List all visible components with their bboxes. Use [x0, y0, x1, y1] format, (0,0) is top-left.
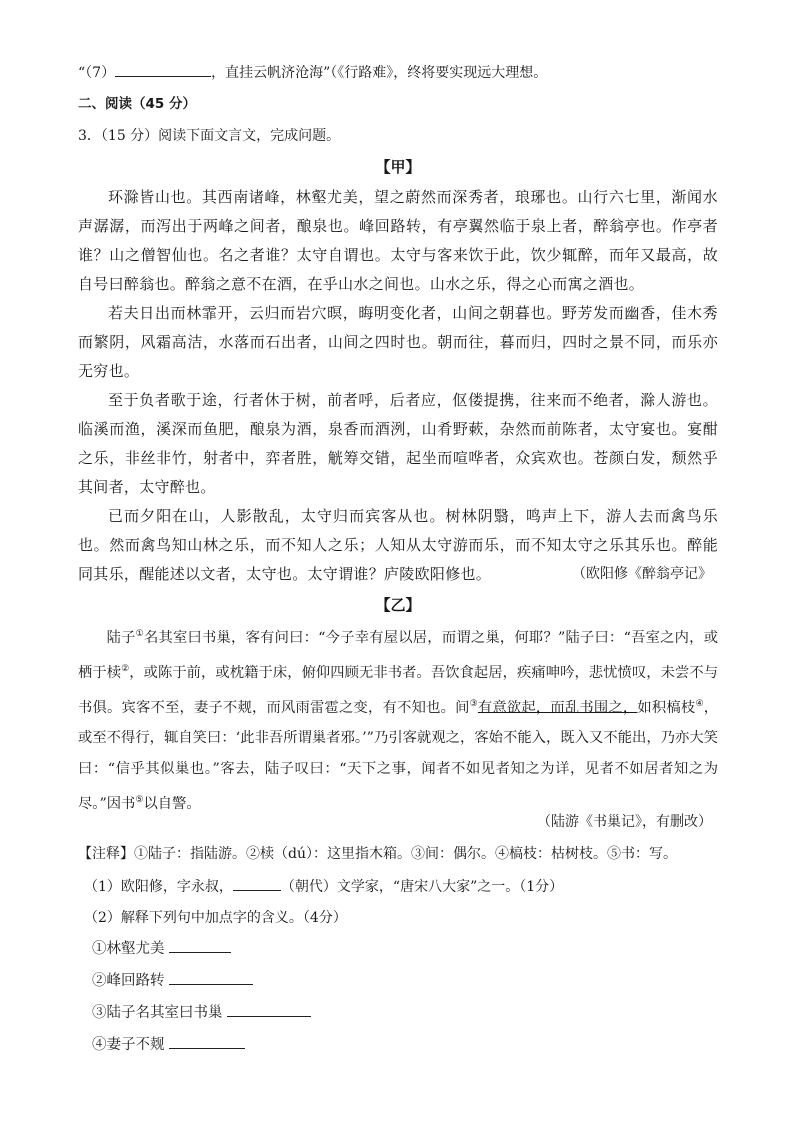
option-3: ③陆子名其室曰书巢: [92, 1002, 311, 1034]
question-2: （2）解释下列句中加点字的含义。（4分）: [84, 910, 347, 926]
passage-a-paragraph-2: 若夫日出而林霏开，云归而岩穴暝，晦明变化者，山间之朝暮也。野芳发而幽香，佳木秀而繁阴，风霜高洁，水落而石出者，山间之四时也。朝而往，暮而归，四时之景不同，而乐亦无穷也。: [78, 304, 718, 380]
section-title: 二、阅读（45 分）: [78, 96, 196, 112]
answer-blank[interactable]: [169, 938, 231, 953]
passage-a-paragraph-3: 至于负者歌于途，行者休于树，前者呼，后者应，伛偻提携，往来而不绝者，滁人游也。临溪而渔，溪深而鱼肥，酿泉为酒，泉香而酒洌，山肴野蔌，杂然而前陈者，太守宴也。宴酣之乐，非丝非竹，射者中，弈者胜，觥筹交错，起坐而喧哗者，众宾欢也。苍颜白发，颓然乎其间者，太守醉也。: [78, 391, 718, 496]
notes: 【注释】①陆子：指陆游。②椟（dú）：这里指木箱。③间：偶尔。④槁枝：枯树枝。⑤书：写。: [78, 846, 677, 862]
answer-blank[interactable]: [169, 970, 253, 985]
note-ref-1: ①: [135, 629, 144, 639]
poem-fill-prefix: “（7）: [78, 65, 116, 81]
poem-fill-line: [78, 62, 547, 83]
note-ref-2: ②: [121, 663, 130, 674]
passage-a: [78, 183, 718, 589]
note-ref-3: ③: [469, 698, 478, 709]
answer-options: [78, 938, 311, 1066]
note-ref-4: ④: [695, 698, 704, 709]
answer-blank[interactable]: [169, 1034, 245, 1049]
option-4: ④妻子不觌: [92, 1034, 311, 1066]
answer-blank[interactable]: [227, 1002, 311, 1017]
question-3: 3．（15 分）阅读下面文言文，完成问题。: [78, 128, 341, 144]
passage-b: [78, 619, 718, 820]
poem-fill-suffix: ，直挂云帆济沧海”（《行路难》，终将要实现远大理想。: [211, 65, 548, 81]
underlined-sentence: 有意欲起，而乱书围之，: [477, 699, 638, 716]
passage-a-paragraph-1: 环滁皆山也。其西南诸峰，林壑尤美，望之蔚然而深秀者，琅琊也。山行六七里，渐闻水声潺潺，而泻出于两峰之间者，酿泉也。峰回路转，有亭翼然临于泉上者，醉翁亭也。作亭者谁？山之僧智仙也。名之者谁？太守自谓也。太守与客来饮于此，饮少辄醉，而年又最高，故自号曰醉翁也。醉翁之意不在酒，在乎山水之间也。山水之乐，得之心而寓之酒也。: [78, 188, 718, 293]
passage-b-source: （陆游《书巢记》，有删改）: [537, 814, 712, 830]
option-1: ①林壑尤美: [92, 938, 311, 970]
note-ref-5: ⑤: [135, 795, 144, 806]
answer-blank[interactable]: [115, 62, 211, 77]
passage-a-title: 【甲】: [375, 158, 421, 176]
passage-b-paragraph: 陆子①名其室曰书巢，客有问曰：“今子幸有屋以居，而谓之巢，何耶？”陆子曰：“吾室之内，或栖于椟②，或陈于前，或枕籍于床，俯仰四顾无非书者。吾饮食起居，疾痛呻吟，悲忧愤叹，未尝不与书俱。宾客不至，妻子不觌，而风雨雷雹之变，有不知也。间③有意欲起，而乱书围之，如积槁枝④，或至不得行，辄自笑曰：‘此非吾所谓巢者邪。’”乃引客就观之，客始不能入，既入又不能出，乃亦大笑曰：“信乎其似巢也。”客去，陆子叹曰：“天下之事，闻者不如见者知之为详，见者不如居者知之为尽。”因书⑤以自警。: [78, 629, 719, 813]
dynasty-answer-blank[interactable]: [233, 876, 281, 891]
passage-a-paragraph-4: 已而夕阳在山，人影散乱，太守归而宾客从也。树林阴翳，鸣声上下，游人去而禽鸟乐也。然而禽鸟知山林之乐，而不知人之乐；人知从太守游而乐，而不知太守之乐其乐也。醉能同其乐，醒能述以文者，太守也。太守谓谁？庐陵欧阳修也。: [78, 507, 718, 583]
option-2: ②峰回路转: [92, 970, 311, 1002]
question-1: （1）欧阳修，字永叔， （朝代）文学家，“唐宋八大家”之一。（1分）: [84, 876, 563, 897]
passage-a-source: （欧阳修《醉翁亭记》: [572, 566, 712, 582]
passage-b-title: 【乙】: [375, 596, 421, 614]
